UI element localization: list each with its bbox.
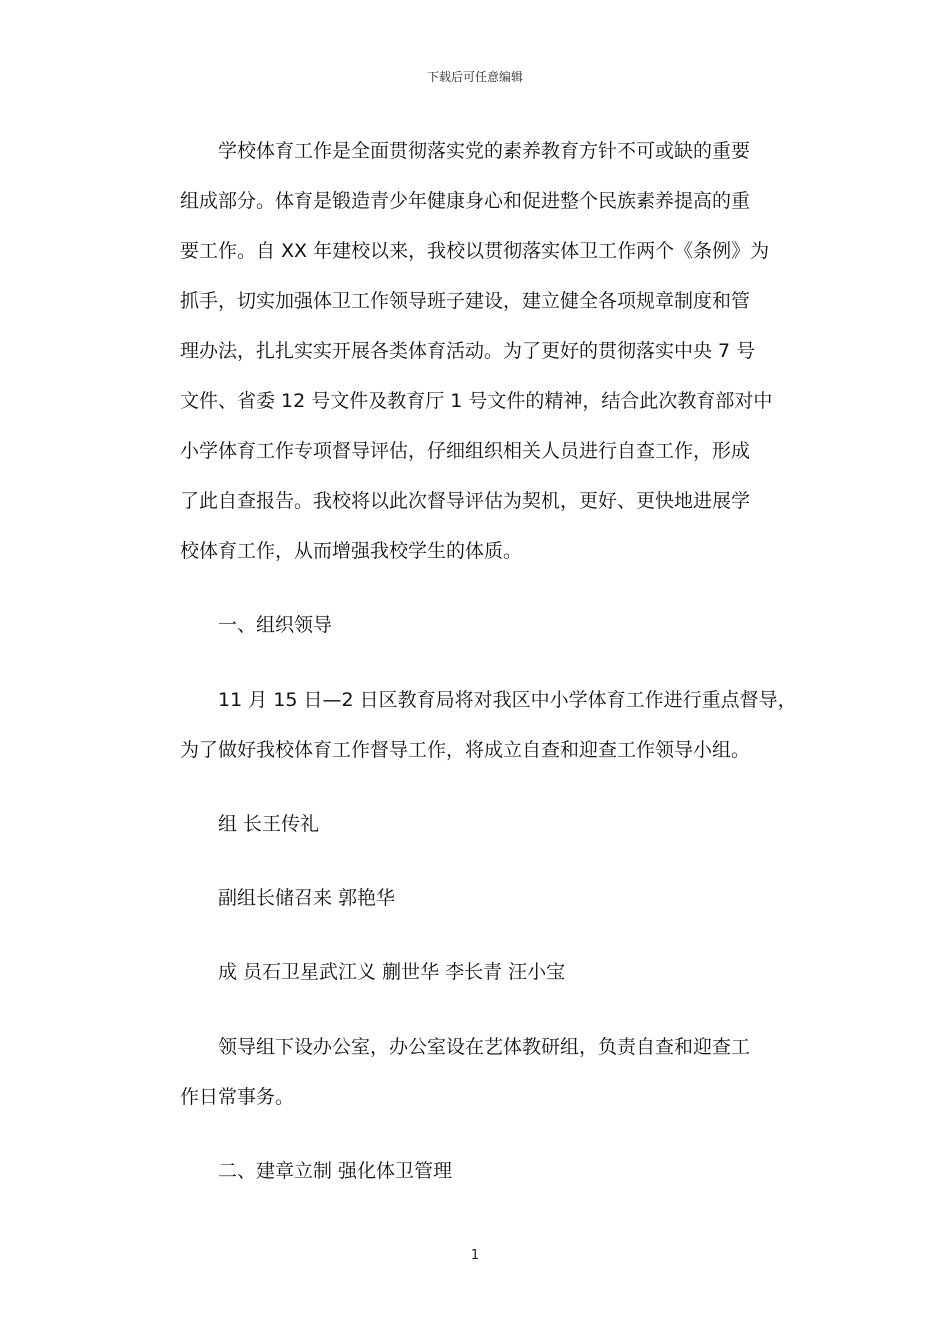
paragraph-line: 为了做好我校体育工作督导工作，将成立自查和迎查工作领导小组。 (180, 739, 751, 761)
paragraph-line: 作日常事务。 (180, 1086, 295, 1108)
paragraph-line: 11 月 15 日—2 日区教育局将对我区中小学体育工作进行重点督导， (218, 689, 797, 711)
member-line: 组 长王传礼 (218, 813, 320, 835)
paragraph-line: 了此自查报告。我校将以此次督导评估为契机，更好、更快地进展学 (180, 490, 751, 512)
section-heading: 二、建章立制 强化体卫管理 (218, 1160, 453, 1182)
paragraph-line: 文件、省委 12 号文件及教育厅 1 号文件的精神，结合此次教育部对中 (180, 390, 773, 412)
paragraph-line: 抓手，切实加强体卫工作领导班子建设，建立健全各项规章制度和管 (180, 290, 751, 312)
paragraph-line: 领导组下设办公室，办公室设在艺体教研组，负责自查和迎查工 (218, 1036, 751, 1058)
member-line: 成 员石卫星武江义 蒯世华 李长青 汪小宝 (218, 961, 566, 983)
member-line: 副组长储召来 郭艳华 (218, 887, 396, 909)
paragraph-line: 组成部分。体育是锻造青少年健康身心和促进整个民族素养提高的重 (180, 190, 751, 212)
section-heading: 一、组织领导 (218, 614, 333, 636)
paragraph-line: 要工作。自 XX 年建校以来，我校以贯彻落实体卫工作两个《条例》为 (180, 240, 770, 262)
page-header: 下载后可任意编辑 (426, 70, 523, 84)
paragraph-line: 理办法，扎扎实实开展各类体育活动。为了更好的贯彻落实中央 7 号 (180, 340, 756, 362)
paragraph-line: 学校体育工作是全面贯彻落实党的素养教育方针不可或缺的重要 (218, 140, 751, 162)
paragraph-line: 小学体育工作专项督导评估，仔细组织相关人员进行自查工作，形成 (180, 440, 751, 462)
page-number: 1 (470, 1248, 480, 1263)
paragraph-line: 校体育工作，从而增强我校学生的体质。 (180, 540, 523, 562)
